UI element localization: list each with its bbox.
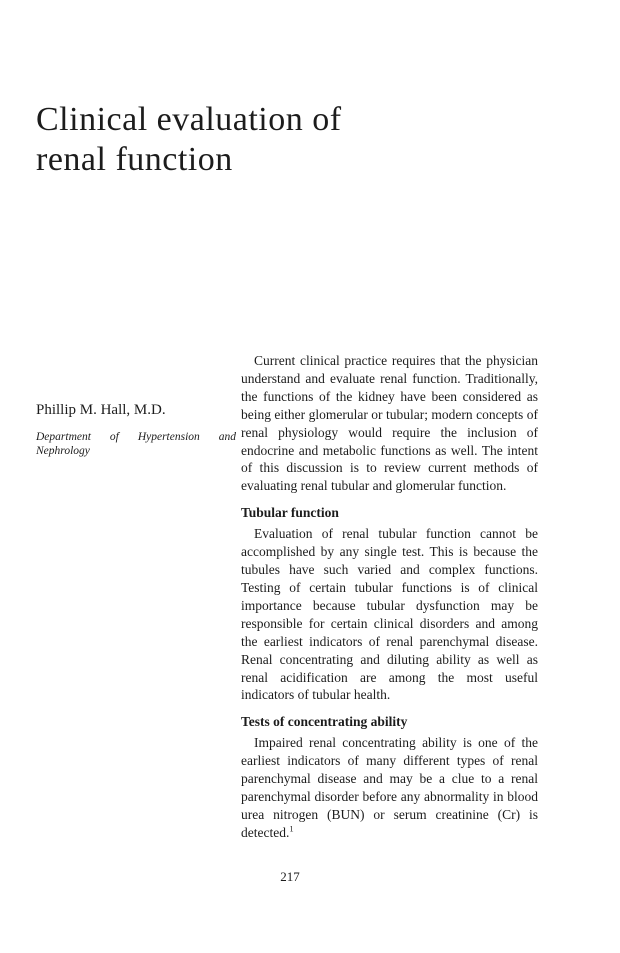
- article-body: [241, 352, 538, 842]
- section-heading-concentrating: Tests of concentrating ability: [241, 714, 408, 730]
- concentrating-paragraph: [241, 734, 538, 841]
- section-heading-tubular: Tubular function: [241, 505, 339, 521]
- page-number: 217: [280, 869, 300, 884]
- title-line-2: renal function: [36, 141, 233, 178]
- footnote-reference: 1: [289, 823, 294, 834]
- tubular-paragraph: Evaluation of renal tubular function cannot be accomplished by any single test. This is because the tubules have such varied and complex functions. Testing of certain tubular functions is of clinical importance because tubular dysfunction may be responsible for certain clinical disorders and among the earliest indicators of renal parenchymal disease. Renal concentrating and diluting ability as well as renal acidification are among the most useful indicators of tubular health.: [241, 526, 538, 703]
- author-block: [36, 401, 236, 458]
- title-line-1: Clinical evaluation of: [36, 101, 342, 138]
- article-title: [36, 100, 436, 180]
- intro-paragraph: Current clinical practice requires that the physician understand and evaluate renal function. Traditionally, the functions of the kidney have been considered as being either glomerular or tubular; modern concepts of renal physiology would require the inclusion of endocrine and metabolic functions as well. The intent of this discussion is to review current methods of evaluating renal tubular and glomerular function.: [241, 353, 538, 494]
- concentrating-text: Impaired renal concentrating ability is one of the earliest indicators of many different types of renal parenchymal disease and may be a clue to a renal parenchymal disorder before any abnormality in blood urea nitrogen (BUN) or serum creatinine (Cr) is detected.: [241, 735, 538, 840]
- author-name: Phillip M. Hall, M.D.: [36, 402, 166, 418]
- author-affiliation: Department of Hypertension and Nephrology: [36, 431, 236, 457]
